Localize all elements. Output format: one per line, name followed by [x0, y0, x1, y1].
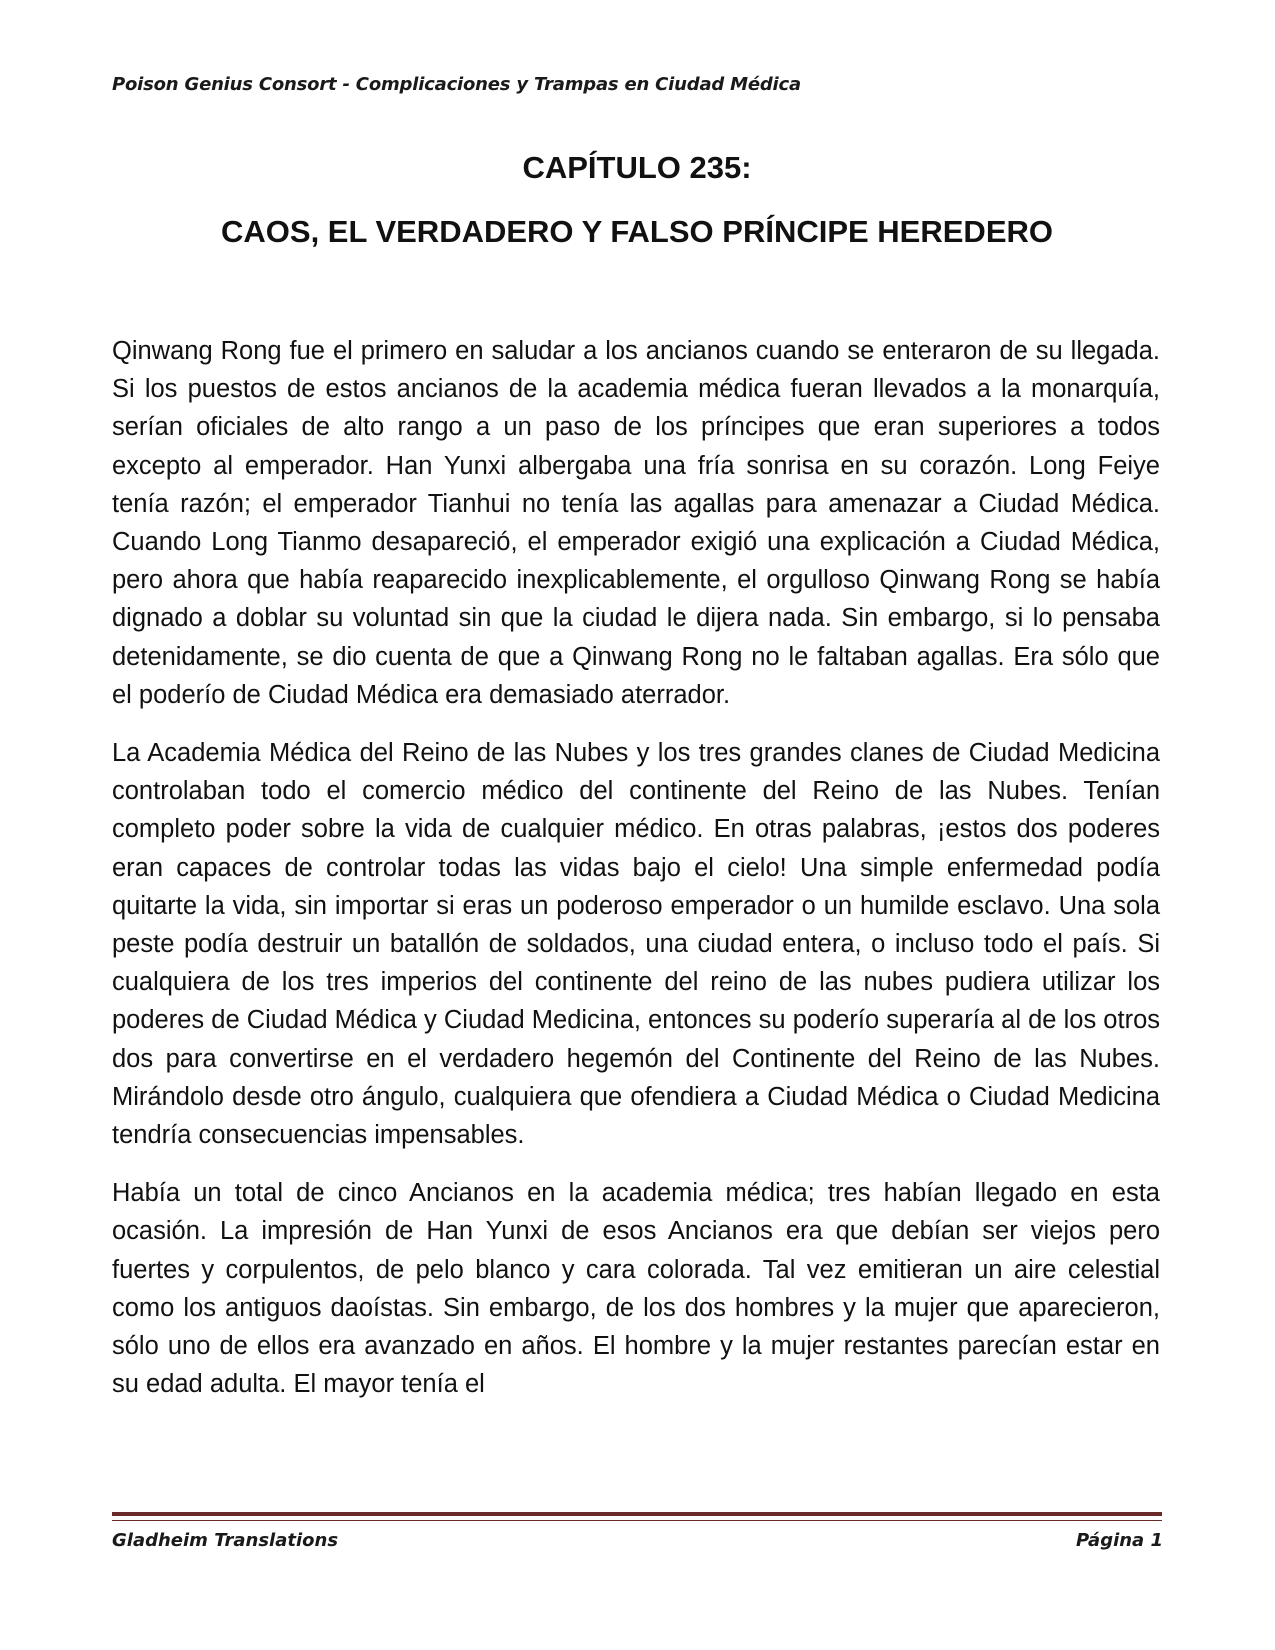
paragraph-2: La Academia Médica del Reino de las Nubes y los tres grandes clanes de Ciudad Medicina controlaban todo el comercio médico del continente del Reino de las Nubes. Tenían completo poder sobre la vida de cualquier médico. En otras palabras, ¡estos dos poderes eran capaces de controlar todas las vidas bajo el cielo! Una simple enfermedad podía quitarte la vida, sin importar si eras un poderoso emperador o un humilde esclavo. Una sola peste podía destruir un batallón de soldados, una ciudad entera, o incluso todo el país. Si cualquiera de los tres imperios del continente del reino de las nubes pudiera utilizar los poderes de Ciudad Médica y Ciudad Medicina, entonces su poderío superaría al de los otros dos para convertirse en el verdadero hegemón del Continente del Reino de las Nubes. Mirándolo desde otro ángulo, cualquiera que ofendiera a Ciudad Médica o Ciudad Medicina tendría consecuencias impensables.	[112, 739, 1160, 1150]
body-text	[112, 332, 1160, 1423]
page-number: Página 1	[1076, 1530, 1163, 1551]
footer-publisher: Gladheim Translations	[112, 1530, 339, 1551]
paragraph-3: Había un total de cinco Ancianos en la academia médica; tres habían llegado en esta ocasión. La impresión de Han Yunxi de esos Ancianos era que debían ser viejos pero fuertes y corpulentos, de pelo blanco y cara colorada. Tal vez emitieran un aire celestial como los antiguos daoístas. Sin embargo, de los dos hombres y la mujer que aparecieron, sólo uno de ellos era avanzado en años. El hombre y la mujer restantes parecían estar en su edad adulta. El mayor tenía el	[112, 1179, 1160, 1399]
footer-divider-thin	[112, 1520, 1162, 1521]
chapter-title: CAOS, EL VERDADERO Y FALSO PRÍNCIPE HEREDERO	[221, 214, 1053, 249]
paragraph-1: Qinwang Rong fue el primero en saludar a los ancianos cuando se enteraron de su llegada. Si los puestos de estos ancianos de la academia médica fueran llevados a la monarquía, serían oficiales de alto rango a un paso de los príncipes que eran superiores a todos excepto al emperador. Han Yunxi albergaba una fría sonrisa en su corazón. Long Feiye tenía razón; el emperador Tianhui no tenía las agallas para amenazar a Ciudad Médica. Cuando Long Tianmo desapareció, el emperador exigió una explicación a Ciudad Médica, pero ahora que había reaparecido inexplicablemente, el orgulloso Qinwang Rong se había dignado a doblar su voluntad sin que la ciudad le dijera nada. Sin embargo, si lo pensaba detenidamente, se dio cuenta de que a Qinwang Rong no le faltaban agallas. Era sólo que el poderío de Ciudad Médica era demasiado aterrador.	[112, 337, 1160, 709]
footer-divider-thick	[112, 1512, 1162, 1516]
running-header: Poison Genius Consort - Complicaciones y Trampas en Ciudad Médica	[112, 74, 801, 95]
chapter-number: CAPÍTULO 235:	[522, 150, 752, 185]
